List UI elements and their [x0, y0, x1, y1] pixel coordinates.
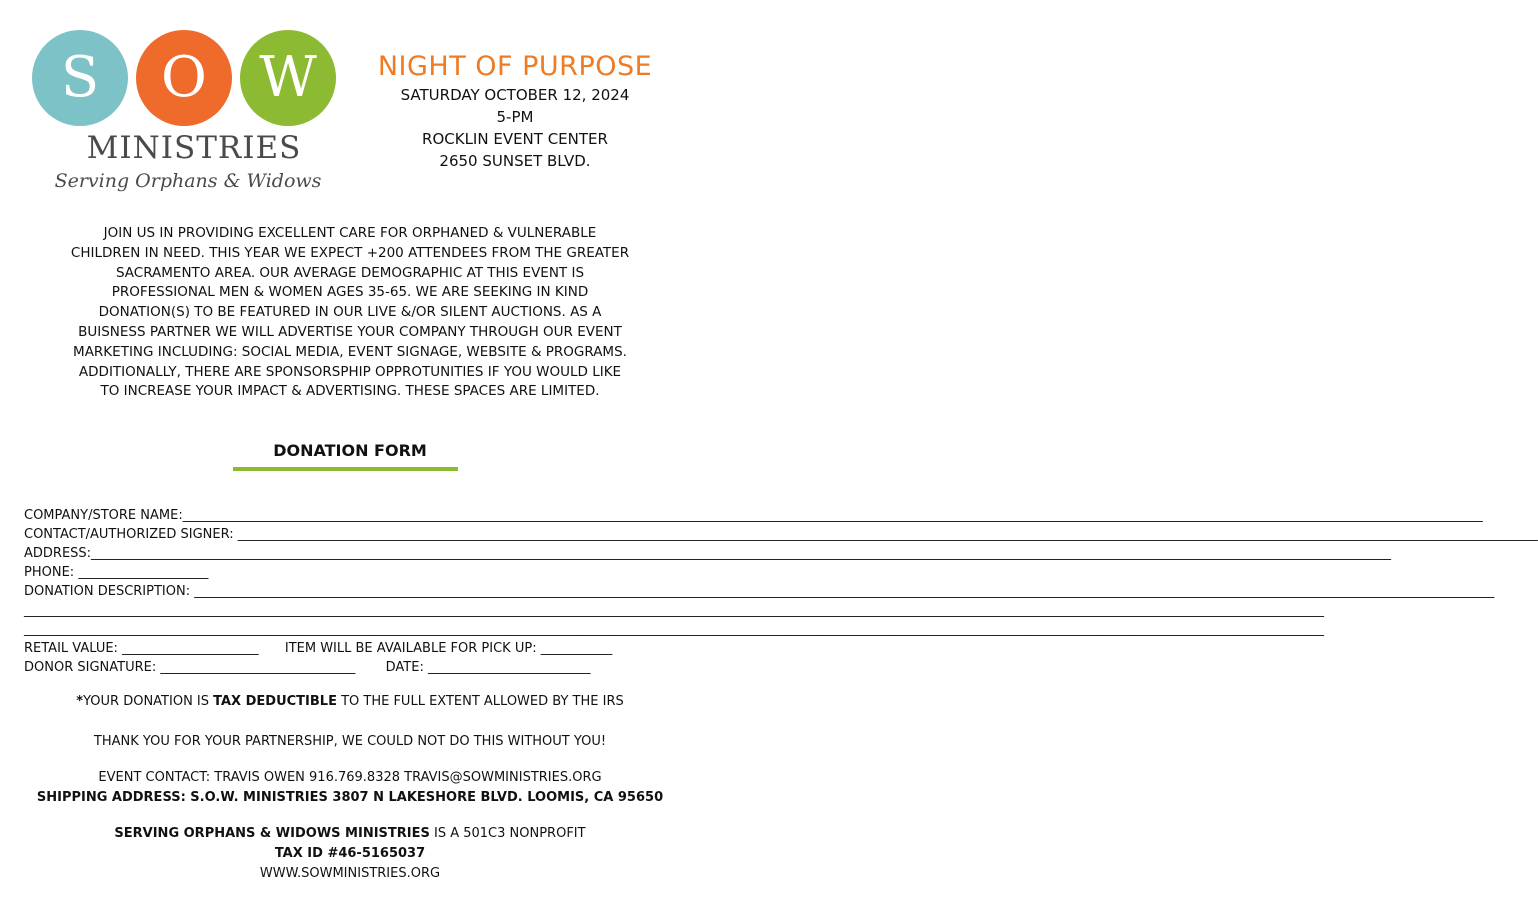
pickup-label: ITEM WILL BE AVAILABLE FOR PICK UP: — [284, 641, 541, 656]
retail-value-field[interactable]: RETAIL VALUE: _____________________ — [24, 641, 259, 656]
donor-signature-label: DONOR SIGNATURE: — [24, 660, 161, 675]
thank-you-note: THANK YOU FOR YOUR PARTNERSHIP, WE COULD NOT DO THIS WITHOUT YOU! — [93, 734, 607, 749]
logo-ministries-text: MINISTRIES — [86, 130, 302, 166]
logo-circle-w: W — [240, 30, 336, 126]
description-field[interactable]: DONATION DESCRIPTION: ________________________________________________________________________________________________________________________________________________________________________________________________________ — [24, 584, 1495, 599]
address-field[interactable]: ADDRESS:________________________________________________________________________________________________________________________________________________________________________________________________________ — [24, 546, 1392, 561]
intro-line: CHILDREN IN NEED. THIS YEAR WE EXPECT +200 ATTENDEES FROM THE GREATER — [70, 244, 630, 261]
signature-date-row — [24, 658, 689, 677]
donation-form-fields — [24, 506, 1538, 677]
intro-line: ADDITIONALLY, THERE ARE SPONSORSPHIP OPPROTUNITIES IF YOU WOULD LIKE — [78, 363, 622, 380]
event-info — [355, 50, 675, 172]
intro-line: TO INCREASE YOUR IMPACT & ADVERTISING. THESE SPACES ARE LIMITED. — [100, 383, 600, 400]
phone-label: PHONE: — [24, 565, 79, 580]
event-address: 2650 SUNSET BLVD. — [439, 152, 591, 170]
logo-circle-s: S — [32, 30, 128, 126]
description-label: DONATION DESCRIPTION: — [24, 584, 195, 599]
date-field[interactable]: DATE: _________________________ — [385, 660, 591, 675]
retail-value-label: RETAIL VALUE: — [24, 641, 123, 656]
phone-field[interactable]: PHONE: ____________________ — [24, 565, 209, 580]
event-time: 5-PM — [496, 108, 534, 126]
intro-line: BUISNESS PARTNER WE WILL ADVERTISE YOUR COMPANY THROUGH OUR EVENT — [78, 323, 622, 340]
event-venue: ROCKLIN EVENT CENTER — [422, 130, 608, 148]
contact-label: CONTACT/AUTHORIZED SIGNER: — [24, 527, 238, 542]
pickup-field[interactable]: ITEM WILL BE AVAILABLE FOR PICK UP: ___________ — [284, 641, 613, 656]
company-field[interactable]: COMPANY/STORE NAME:________________________________________________________________________________________________________________________________________________________________________________________________________ — [24, 508, 1483, 523]
shipping-address: SHIPPING ADDRESS: S.O.W. MINISTRIES 3807 N LAKESHORE BLVD. LOOMIS, CA 95650 — [36, 790, 664, 805]
description-line-2[interactable]: ________________________________________________________________________________________________________________________________________________________________________________________________________ — [24, 603, 1324, 618]
intro-line: SACRAMENTO AREA. OUR AVERAGE DEMOGRAPHIC AT THIS EVENT IS — [115, 264, 585, 281]
intro-line: MARKETING INCLUDING: SOCIAL MEDIA, EVENT SIGNAGE, WEBSITE & PROGRAMS. — [73, 343, 627, 360]
address-label: ADDRESS: — [24, 546, 92, 561]
company-label: COMPANY/STORE NAME: — [24, 508, 183, 523]
title-underline — [233, 467, 458, 471]
intro-line: PROFESSIONAL MEN & WOMEN AGES 35-65. WE ARE SEEKING IN KIND — [111, 284, 589, 301]
event-title: NIGHT OF PURPOSE — [377, 51, 653, 82]
donor-signature-field[interactable]: DONOR SIGNATURE: ______________________________ — [24, 660, 356, 675]
tax-id: TAX ID #46-5165037 — [274, 846, 426, 861]
intro-line: JOIN US IN PROVIDING EXCELLENT CARE FOR ORPHANED & VULNERABLE — [103, 225, 597, 241]
website[interactable]: WWW.SOWMINISTRIES.ORG — [259, 866, 441, 881]
sow-logo — [28, 30, 348, 195]
event-contact: EVENT CONTACT: TRAVIS OWEN 916.769.8328 TRAVIS@SOWMINISTRIES.ORG — [98, 770, 602, 785]
intro-paragraph — [40, 224, 660, 402]
description-line-3[interactable]: ________________________________________________________________________________________________________________________________________________________________________________________________________ — [24, 622, 1324, 637]
intro-line: DONATION(S) TO BE FEATURED IN OUR LIVE &/OR SILENT AUCTIONS. AS A — [98, 304, 602, 321]
retail-pickup-row — [24, 639, 689, 658]
logo-circle-o: O — [136, 30, 232, 126]
logo-tagline: Serving Orphans & Widows — [54, 170, 322, 192]
nonprofit-statement: SERVING ORPHANS & WIDOWS MINISTRIES IS A 501C3 NONPROFIT — [114, 826, 586, 841]
tax-deductible-note: *YOUR DONATION IS TAX DEDUCTIBLE TO THE FULL EXTENT ALLOWED BY THE IRS — [76, 694, 624, 709]
date-label: DATE: — [385, 660, 428, 675]
event-date: SATURDAY OCTOBER 12, 2024 — [400, 86, 630, 104]
donation-form-title: DONATION FORM — [273, 441, 427, 460]
contact-field[interactable]: CONTACT/AUTHORIZED SIGNER: ________________________________________________________________________________________________________________________________________________________________________________________________________ — [24, 527, 1538, 542]
